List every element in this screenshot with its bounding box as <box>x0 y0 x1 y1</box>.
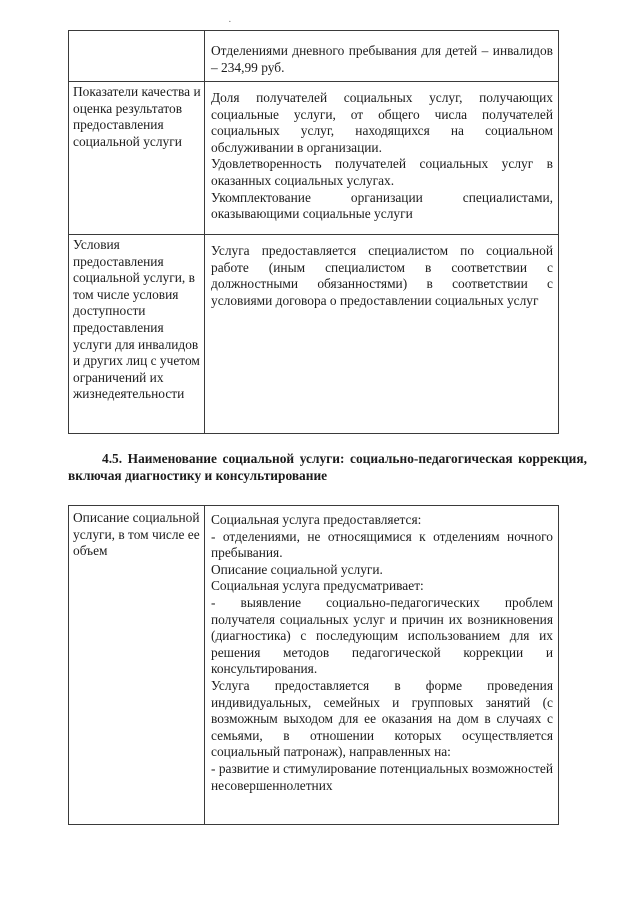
service-table-continued <box>68 30 559 434</box>
table-row <box>69 81 558 234</box>
row-content <box>205 82 558 234</box>
row-label: Показатели качества и оценка результатов предоставления социальной услуги <box>69 82 205 234</box>
row-label: Условия предоставления социальной услуги, в том числе условия доступности предоставления услуги для инвалидов и других лиц с учетом ограничений их жизнедеятельности <box>69 235 205 433</box>
row-content <box>205 235 558 433</box>
scan-speck: · <box>228 16 232 28</box>
content-paragraph: - развитие и стимулирование потенциальных возможностей несовершеннолетних <box>211 760 553 793</box>
table-row <box>69 506 558 824</box>
content-paragraph: - отделениями, не относящимися к отделениям ночного пребывания. <box>211 528 553 561</box>
row-content <box>205 31 558 81</box>
content-paragraph: Описание социальной услуги. <box>211 561 383 577</box>
table-row <box>69 31 558 81</box>
section-heading: 4.5. Наименование социальной услуги: социально-педагогическая коррекция, включая диагностику и консультирование <box>68 451 587 483</box>
cost-paragraph: Отделениями дневного пребывания для детей – инвалидов – 234,99 руб. <box>211 43 553 75</box>
content-paragraph: Социальная услуга предоставляется: <box>211 512 422 527</box>
content-paragraph: Социальная услуга предусматривает: <box>211 578 424 594</box>
row-label: Описание социальной услуги, в том числе ее объем <box>69 506 205 824</box>
service-table <box>68 505 559 825</box>
content-paragraph: Удовлетворенность получателей социальных услуг в оказанных социальных услугах. <box>211 156 553 188</box>
content-paragraph: Услуга предоставляется специалистом по социальной работе (иным специалистом в соответствии с должностными обязанностями) в соответствии с условиями договора о предоставлении социальных услуг <box>211 243 553 308</box>
content-paragraph: Доля получателей социальных услуг, получающих социальные услуги, от общего числа получателей социальных услуг, находящихся на социальном обслуживании в организации. <box>211 90 553 155</box>
table-row <box>69 234 558 433</box>
content-paragraph: - выявление социально-педагогических проблем получателя социальных услуг и причин их возникновения (диагностика) с последующим использованием для их решения методов педагогической коррекции и консультирования. <box>211 594 553 677</box>
row-label <box>69 31 205 81</box>
content-paragraph: Услуга предоставляется в форме проведения индивидуальных, семейных и групповых занятий (с возможным выходом для ее оказания на дом в случаях с семьями, в отношении которых осуществляется социальный патронаж), направленных на: <box>211 677 553 760</box>
row-content <box>205 506 558 824</box>
content-paragraph: Укомплектование организации специалистами, оказывающими социальные услуги <box>211 189 553 222</box>
